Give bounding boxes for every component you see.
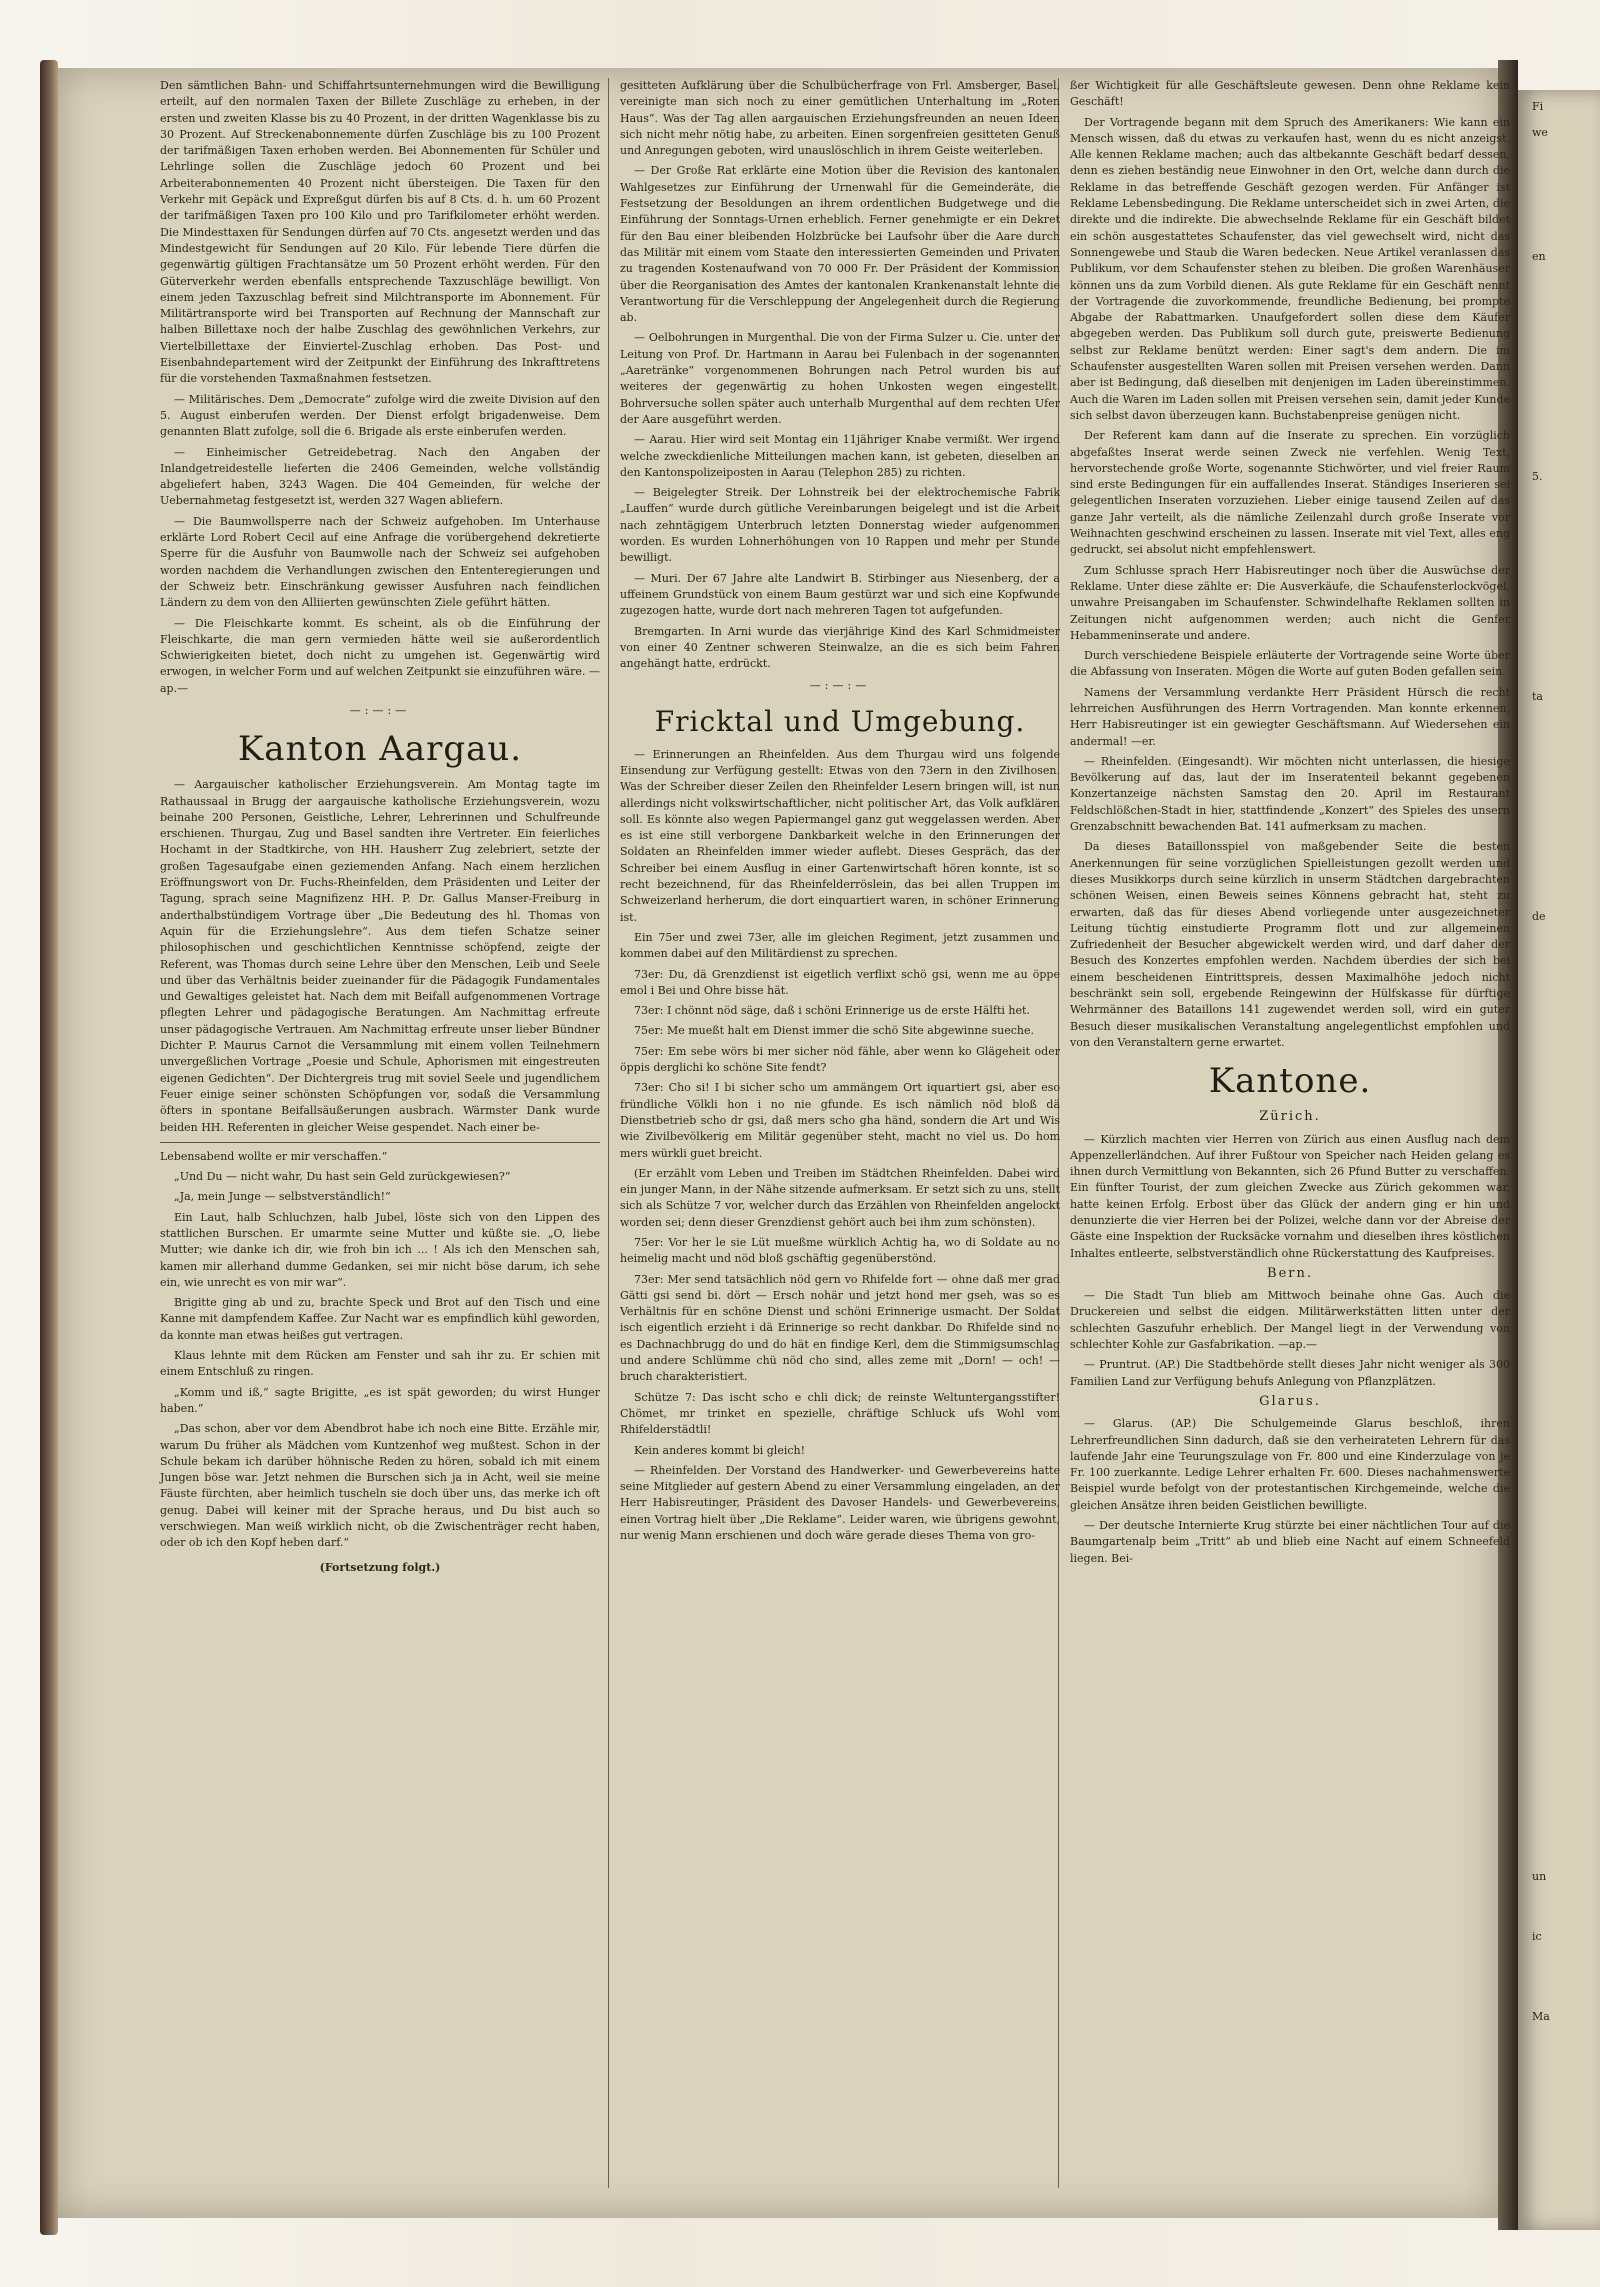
article-paragraph: Da dieses Bataillonsspiel von maßgebender Seite die besten Anerkennungen für seine vorzüglichen Spielleistungen gezollt werden und dieses Musikkorps durch seine kürzlich in unserm Städtchen dargebrachten schönen Weisen, einen Beweis seines Könnens gebracht hat, steht zu erwarten, daß das für dieses Abend vorliegende unter ausgezeichneter Leitung tüchtig einstudierte Programm flott und zur allgemeinen Zufriedenheit der Besucher abgewickelt werden wird, und darf daher der Besuch des Konzertes empfohlen werden. Nachdem überdies der sich bei einem bescheidenen Eintrittspreis, dessen Maximalhöhe jedoch nicht beschränkt sein soll, ergebende Reingewinn der Hülfskasse für dürftige Wehrmänner des Bataillons 141 zugewendet werden soll, wird ein guter Besuch dieser musikalischen Veranstaltung angelegentlichst empfohlen und von den Veranstaltern gerne erwartet. [1070,840,1510,1049]
feuilleton-paragraph: „Komm und iß,“ sagte Brigitte, „es ist spät geworden; du wirst Hunger haben.“ [160,1385,600,1415]
dialogue-paragraph: 73er: Du, dä Grenzdienst ist eigetlich verflixt schö gsi, wenn me au öppe emol i Bei und Ohre bisse hät. [620,967,1060,997]
dialogue-paragraph: Kein anderes kommt bi gleich! [634,1443,806,1457]
dialogue-paragraph: Schütze 7: Das ischt scho e chli dick; de reinste Weltuntergangsstifter! Chömet, mr trinket en spezielle, chräftige Schluck ufs Wohl vom Rhifelderstädtli! [620,1390,1060,1437]
column-3 [1070,78,1510,1571]
section-title-kanton-aargau: Kanton Aargau. [237,729,523,770]
column-2 [620,78,1060,1548]
article-paragraph: — Einheimischer Getreidebetrag. Nach den Angaben der Inlandgetreidestelle lieferten die 2406 Gemeinden, welche vollständig abgeliefert haben, 3243 Wagen. Die 404 Gemeinden, für welche der Uebernahmetag festgesetzt ist, werden 327 Wagen abliefern. [160,445,600,508]
section-title-fricktal: Fricktal und Umgebung. [654,704,1026,738]
article-paragraph: — Aarau. Hier wird seit Montag ein 11jähriger Knabe vermißt. Wer irgend welche zweckdienliche Mitteilungen machen kann, ist gebeten, dieselben an den Kantonspolizeiposten in Aarau (Telephon 285) zu richten. [620,433,1060,479]
dialogue-paragraph: 75er: Vor her le sie Lüt mueßme würklich Achtig ha, wo di Soldate au no heimelig macht und nöd bloß gschäftig gegenüberstönd. [620,1236,1060,1266]
fragment-text: ta [1532,690,1543,703]
feuilleton-rule [160,1142,600,1143]
article-paragraph: Den sämtlichen Bahn- und Schiffahrtsunternehmungen wird die Bewilligung erteilt, auf den normalen Taxen der Billete Zuschläge zu erheben, in der ersten und zweiten Klasse bis zu 40 Prozent, in der dritten Wagenklasse bis zu 30 Prozent. Auf Streckenabonnemente dürfen Zuschläge bis zu 100 Prozent der tarifmäßigen Taxen erhoben werden. Bei Abonnementen für Schüler und Lehrlinge sollen die Zuschläge jedoch 60 Prozent und bei Arbeiterabonnementen 40 Prozent nicht übersteigen. Die Taxen für den Verkehr mit Gepäck und Expreßgut dürfen bis auf 8 Cts. d. h. um 60 Prozent der tarifmäßigen Taxen pro 100 Kilo und pro Tarifkilometer erhöht werden. Die Mindesttaxen für Sendungen dürfen auf 70 Cts. angesetzt werden und das Mindestgewicht für Sendungen auf 20 Kilo. Für lebende Tiere dürfen die gegenwärtig gültigen Frachtansätze um 50 Prozent erhöht werden. Für den Güterverkehr werden ebenfalls entsprechende Taxzuschläge bewilligt. Von einem jeden Taxzuschlag befreit sind Milchtransporte im Abonnement. Für Militärtransporte wird bei Transporten auf Rechnung der Mannschaft zur halben Billettaxe noch der halbe Zuschlag des gewöhnlichen Verkehrs, zur Viertelbillettaxe der Einviertel-Zuschlag erhoben. Das Post- und Eisenbahndepartement wird der Zeitpunkt der Einführung des Inkrafttretens für die vorstehenden Taxmaßnahmen festsetzen. [160,79,600,386]
feuilleton-paragraph: Klaus lehnte mit dem Rücken am Fenster und sah ihr zu. Er schien mit einem Entschluß zu ringen. [160,1349,600,1379]
fragment-text: Ma [1532,2010,1550,2023]
article-paragraph: Namens der Versammlung verdankte Herr Präsident Hürsch die recht lehrreichen Ausführungen des Herrn Vortragenden. Man konnte erkennen, Herr Habisreutinger ist ein gewiegter Geschäftsmann. Auf Wiedersehen ein andermal! —er. [1070,685,1510,748]
dialogue-paragraph: 75er: Em sebe wörs bi mer sicher nöd fähle, aber wenn ko Glägeheit oder öppis derglichi ko schöne Site fendt? [620,1044,1060,1075]
fragment-text: Fi [1532,100,1544,113]
article-paragraph: gesitteten Aufklärung über die Schulbücherfrage von Frl. Amsberger, Basel, vereinigte man sich noch zu einer gemütlichen Unterhaltung im „Roten Haus“. Was der Tag allen aargauischen Erziehungsfreunden an neuen Ideen sich nicht mehr nötig habe, zu arbeiten. Einen sorgenfreien gesitteten Genuß und Anregungen geboten, wird unauslöschlich in ihrem Geiste weiterleben. [620,79,1060,158]
article-paragraph: — Oelbohrungen in Murgenthal. Die von der Firma Sulzer u. Cie. unter der Leitung von Prof. Dr. Hartmann in Aarau bei Fulenbach in der sogenannten „Aaretränke“ vorgenommenen Bohrungen nach Petrol wurden bis auf weiteres der gegenwärtig zu hohen Unkosten wegen eingestellt. Bohrversuche sollen später auch unterhalb Murgenthal auf dem rechten Ufer der Aare ausgeführt werden. [620,331,1060,426]
article-paragraph: — Kürzlich machten vier Herren von Zürich aus einen Ausflug nach dem Appenzellerländchen. Auf ihrer Fußtour von Speicher nach Heiden gelang es ihnen durch Vermittlung von Bekannten, sich 26 Pfund Butter zu verschaffen. Ein fünfter Tourist, der zum gleichen Zwecke aus Zürich gekommen war, hatte keinen Erfolg. Erbost über das Glück der andern ging er hin und denunzierte die vier Herren bei der Polizei, welche dann vor der Abreise der Gäste eine Inspektion der Rucksäcke vornahm und dieselben ihres köstlichen Inhaltes entleerte, selbstverständlich ohne Rückerstattung des Kaufpreises. [1070,1132,1510,1260]
adjacent-page-fragment [1518,90,1600,2230]
article-paragraph: — Der deutsche Internierte Krug stürzte bei einer nächtlichen Tour auf die Baumgartenalp beim „Tritt“ ab und blieb eine Nacht auf einem Schneefeld liegen. Bei- [1070,1519,1510,1565]
fragment-text: de [1532,910,1546,923]
book-spine-edge [40,60,58,2235]
feuilleton-paragraph: „Ja, mein Junge — selbstverständlich!“ [174,1190,391,1204]
section-divider: —:—:— [349,703,411,717]
article-paragraph: — Der Große Rat erklärte eine Motion über die Revision des kantonalen Wahlgesetzes zur Einführung der Urnenwahl für die Gemeinderäte, die Festsetzung der Besoldungen an ihrem ordentlichen Budgetwege und die Einführung der Sonntags-Urnen erheblich. Ferner genehmigte er ein Dekret für den Bau einer bleibenden Holzbrücke bei Laufsohr über die Aare durch das Militär mit einem vom Staate den interessierten Gemeinden und Privaten zu tragenden Kostenaufwand von 70 000 Fr. Der Präsident der Kommission über die Reorganisation des Amtes der kantonalen Krankenanstalt lehnte die Verantwortung für die Verschleppung der Angelegenheit durch die Regierung ab. [620,164,1060,325]
column-1 [160,78,600,1584]
feuilleton-paragraph: Ein Laut, halb Schluchzen, halb Jubel, löste sich von den Lippen des stattlichen Burschen. Er umarmte seine Mutter und küßte sie. „O, liebe Mutter; wie danke ich dir, wie froh bin ich ... ! Als ich den Menschen sah, kamen mir allerhand dumme Gedanken, sei mir nicht böse darum, ich sehe ein, wie unrecht es von mir war“. [160,1210,600,1289]
article-paragraph: Zum Schlusse sprach Herr Habisreutinger noch über die Auswüchse der Reklame. Unter diese zählte er: Die Ausverkäufe, die Schaufensterlockvögel, unwahre Preisangaben im Schaufenster. Schwindelhafte Reklamen sollten in Zeitungen nicht aufgenommen werden; auch nicht die Genfer Hebammeninserate und andere. [1070,563,1510,642]
article-paragraph: — Erinnerungen an Rheinfelden. Aus dem Thurgau wird uns folgende Einsendung zur Verfügung gestellt: Etwas von den 73ern in den Zivilhosen. Was der Schreiber dieser Zeilen den Rheinfelder Lesern bringen will, ist nun allerdings nicht volkswirtschaftlicher, nicht politischer Art, das Volk aufklären soll. Es könnte also wegen Papiermangel ganz gut weggelassen werden. Aber es ist eine still verborgene Dankbarkeit welche in den Erinnerungen der Soldaten an Rheinfelden immer wieder auflebt. Dieses Gespräch, das der Schreiber bei einem Ausflug in einer Gartenwirtschaft hören konnte, ist so recht bezeichnend, für das Rheinfelderröslein, das bei allen Truppen im Schweizerland herherum, die dort einquartiert waren, in schöner Erinnerung ist. [620,747,1060,924]
article-paragraph: Bremgarten. In Arni wurde das vierjährige Kind des Karl Schmidmeister von einer 40 Zentner schweren Steinwalze, an die es sich beim Fahren angehängt hatte, erdrückt. [620,624,1060,671]
article-paragraph: — Muri. Der 67 Jahre alte Landwirt B. Stirbinger aus Niesenberg, der a uffeinem Grundstück von einem Baum gestürzt war und sich eine Kopfwunde zugezogen hatte, wurde dort nach mehreren Tagen tot aufgefunden. [620,571,1060,618]
article-paragraph: — Rheinfelden. Der Vorstand des Handwerker- und Gewerbevereins hatte seine Mitglieder auf gestern Abend zu einer Versammlung eingeladen, an der Herr Habisreutinger, Präsident des Davoser Handels- und Gewerbevereins, einen Vortrag hielt über „Die Reklame“. Leider waren, wie übrigens gewohnt, nur wenig Mann erschienen und doch wäre gerade dieses Thema von gro- [620,1463,1060,1543]
article-paragraph: — Die Fleischkarte kommt. Es scheint, als ob die Einführung der Fleischkarte, die man gern vermieden hätte weil sie außerordentlich Schwierigkeiten bietet, doch nicht zu umgehen ist. Gegenwärtig wird erwogen, in welcher Form und auf welchen Zeitpunkt sie einzuführen wäre. —ap.— [160,616,600,695]
article-paragraph: — Beigelegter Streik. Der Lohnstreik bei der elektrochemische Fabrik „Lauffen“ wurde durch gütliche Vereinbarungen beigelegt und ist die Arbeit nach zehntägigem Unterbruch letzten Donnerstag wieder aufgenommen worden. Es wurden Lohnerhöhungen von 10 Rappen und mehr per Stunde bewilligt. [620,486,1060,565]
subsection-title-bern: Bern. [1267,1265,1313,1281]
article-paragraph: — Aargauischer katholischer Erziehungsverein. Am Montag tagte im Rathaussaal in Brugg der aargauische katholische Erziehungsverein, wozu beinahe 200 Personen, Geistliche, Lehrer, Lehrerinnen und Schulfreunde erschienen. Thurgau, Zug und Basel sandten ihre Vertreter. Ein feierliches Hochamt in der Stadtkirche, von HH. Hausherr Zug zelebriert, setzte der großen Tagesaufgabe einen geziemenden Anfang. Nach einem herzlichen Eröffnungswort von Dr. Fuchs-Rheinfelden, dem Präsidenten und Leiter der Tagung, sprach seine Magnifizenz HH. P. Dr. Gallus Manser-Freiburg in anderthalbstündigem Vortrage über „Die Bedeutung des hl. Thomas von Aquin für die Erziehungslehre“. Aus dem tiefen Schatze seiner philosophischen und geschichtlichen Kenntnisse schöpfend, zeigte der Referent, was Thomas durch seine Lehre über den Menschen, Leib und Seele und über das Verhältnis beider zueinander für die Pädagogik Fundamentales und Gewaltiges geleistet hat. Nach dem mit Beifall aufgenommenen Vortrage pflegten Lehrer und pädagogische Beratungen. Am Nachmittag erfreute unser pädagogische Vertrauen. Am Nachmittag erfreute unser lieber Bündner Dichter P. Maurus Carnot die Versammlung mit einem vollen Teilnehmern unvergeßlichen Vortrage „Poesie und Schule, Aphorismen mit eingestreuten eigenen Gedichten“. Der Dichtergreis trug mit soviel Seele und jugendlichem Feuer einige seiner schönsten Schöpfungen vor, sodaß die Versammlung öfters in spontane Beifallsäußerungen ausbrach. Wärmster Dank wurde beiden HH. Referenten in gleicher Weise gespendet. Nach einer be- [160,778,600,1134]
fragment-text: ic [1532,1930,1542,1943]
subsection-title-glarus: Glarus. [1259,1393,1321,1409]
article-paragraph: — Pruntrut. (AP.) Die Stadtbehörde stellt dieses Jahr nicht weniger als 300 Familien Land zur Verfügung behufs Anlegung von Pflanzplätzen. [1070,1358,1510,1388]
fragment-text: 5. [1532,470,1543,483]
dialogue-paragraph: 73er: Mer send tatsächlich nöd gern vo Rhifelde fort — ohne daß mer grad Gätti gsi send bi. dört — Ersch nohär und jetzt hond mer gseh, was so es Verhältnis für en schöne Dienst und schöni Erinnerige usmacht. Der Soldat isch eigentlich erzieht i dä Erinnerige so recht dankbar. Do Rhifelde sind no es Dachnachbrugg do und do hät en findige Kerl, dem die Stimmigsumschlag und andere Schlümme chü nöd cho sind, alles zeme mit „Dorn! — och! — bruch charakteristiert. [620,1272,1060,1384]
fragment-text: we [1532,126,1548,139]
article-paragraph: Durch verschiedene Beispiele erläuterte der Vortragende seine Worte über die Abfassung von Inseraten. Mögen die Worte auf guten Boden gefallen sein. [1070,649,1510,679]
article-paragraph: — Die Baumwollsperre nach der Schweiz aufgehoben. Im Unterhause erklärte Lord Robert Cecil auf eine Anfrage die vorübergehend dekretierte Sperre für die Ausfuhr von Baumwolle nach der Schweiz sei aufgehoben worden nachdem die Verhandlungen zwischen den Ententeregierungen und der Schweiz betr. Einschränkung gewisser Ausfuhren nach feindlichen Ländern zu dem von den Alliierten gewünschten Ziele geführt hätten. [160,514,600,610]
fragment-text: en [1532,250,1546,263]
article-paragraph: Der Referent kam dann auf die Inserate zu sprechen. Ein vorzüglich abgefaßtes Inserat werde seinen Zweck nie verfehlen. Wenig Text, hervorstechende große Worte, sogenannte Stichwörter, und viel freier Raum sind erste Bedingungen für ein auffallendes Inserat. Ständiges Inserieren sei gelegentlichen Inseraten vorzuziehen. Lieber einige tausend Zeilen auf das ganze Jahr verteilt, als die nämliche Zeilenzahl durch große Inserate vor Weihnachten geschwind erscheinen zu lassen. Inserate mit viel Text, alles eng gedruckt, sei absolut nicht empfehlenswert. [1070,429,1510,557]
dialogue-paragraph: 73er: I chönnt nöd säge, daß i schöni Erinnerige us de erste Hälfti het. [634,1004,1030,1018]
feuilleton-paragraph: „Das schon, aber vor dem Abendbrot habe ich noch eine Bitte. Erzähle mir, warum Du früher als Mädchen vom Kuntzenhof weg mußtest. Schon in der Schule bekam ich darüber höhnische Reden zu hören, sobald ich mit einem Jungen böse war. Jetzt nehmen die Burschen sich ja in Acht, weil sie meine Fäuste fürchten, aber heimlich tuscheln sie doch über uns, das merke ich oft genug. Dabei will keiner mit der Sprache heraus, und Du bist auch so verschwiegen. Man weiß wirklich nicht, ob die Zwischenträger recht haben, oder ob ich den Kopf heben darf.“ [160,1422,600,1550]
section-divider: —:—:— [809,679,871,693]
feuilleton-paragraph: Lebensabend wollte er mir verschaffen.“ [160,1149,388,1163]
column-rule [608,78,609,2188]
section-title-kantone: Kantone. [1208,1061,1372,1102]
dialogue-paragraph: 73er: Cho si! I bi sicher scho um ammängem Ort iquartiert gsi, aber eso fründliche Völkli hon i no nie gfunde. Es isch nämlich nöd bloß dä Dienstbetrieb scho dr gsi, daß mers scho gha händ, sondern die Art und Wis wie Zivilbevölkerig em Militär gegenüber steht, macht no viel us. Do hom mers würkli guet breicht. [620,1081,1060,1160]
fragment-text: un [1532,1870,1547,1883]
article-paragraph: Der Vortragende begann mit dem Spruch des Amerikaners: Wie kann ein Mensch wissen, daß du etwas zu verkaufen hast, wenn du es nicht anzeigst. Alle kennen Reklame machen; auch das altbekannte Geschäft bedarf dessen, denn es ziehen beständig neue Einwohner in den Ort, welche dann durch die Reklame in das betreffende Geschäft gezogen werden. Für Anfänger ist Reklame Lebensbedingung. Die Reklame unterscheidet sich in zwei Arten, die direkte und die indirekte. Die abwechselnde Reklame für ein Geschäft bildet ein schön ausgestattetes Schaufenster, das viel gewechselt wird, nicht das Sonnengewebe und Staub die Waren bedecken. Neue Artikel veranlassen das Publikum, vor dem Schaufenster stehen zu bleiben. Die großen Warenhäuser können uns da zum Vorbild dienen. Als gute Reklame für ein Geschäft nennt der Vortragende die zuvorkommende, freundliche Bedienung, bei prompte Abgabe der Rabattmarken. Unaufgefordert sollen diese dem Käufer abgegeben werden. Das Publikum soll durch gute, preiswerte Bedienung selbst zur Reklame benützt werden: Einer sagt's dem andern. Die im Schaufenster ausgestellten Waren sollen mit Preisen versehen werden. Dann aber ist Bedingung, daß dieselben mit denjenigen im Laden übereinstimmen. Auch die Waren im Laden sollen mit Preisen versehen sein, damit jeder Kunde sich selbst davon überzeugen kann. Buchstabenpreise genügen nicht. [1070,115,1510,422]
article-paragraph: — Rheinfelden. (Eingesandt). Wir möchten nicht unterlassen, die hiesige Bevölkerung auf das, laut der im Inseratenteil bekannt gegebenen Konzertanzeige nächsten Samstag den 20. April im Restaurant Feldschlößchen-Stadt in hier, stattfindende „Konzert“ des Spieles des unsern Grenzabschnitt bewachenden Bat. 141 aufmerksam zu machen. [1070,754,1510,834]
feuilleton-paragraph: „Und Du — nicht wahr, Du hast sein Geld zurückgewiesen?“ [174,1170,511,1184]
dialogue-paragraph: 75er: Me mueßt halt em Dienst immer die schö Site abgewinne sueche. [634,1024,1034,1038]
continuation-note: (Fortsetzung folgt.) [319,1560,441,1574]
article-paragraph: — Militärisches. Dem „Democrate“ zufolge wird die zweite Division auf den 5. August einberufen werden. Der Dienst erfolgt brigadenweise. Dem genannten Blatt zufolge, soll die 6. Brigade als erste einberufen werden. [160,392,600,439]
feuilleton-paragraph: Brigitte ging ab und zu, brachte Speck und Brot auf den Tisch und eine Kanne mit dampfendem Kaffee. Zur Nacht war es empfindlich kühl geworden, da konnte man etwas heißes gut vertragen. [160,1296,600,1342]
article-paragraph: — Die Stadt Tun blieb am Mittwoch beinahe ohne Gas. Auch die Druckereien und selbst die eidgen. Militärwerkstätten litten unter der schlechten Gaszufuhr erheblich. Der Mangel liegt in der Verwendung von schlechter Kohle zur Gasfabrikation. —ap.— [1070,1289,1510,1352]
article-paragraph: — Glarus. (AP.) Die Schulgemeinde Glarus beschloß, ihren Lehrerfreundlichen Sinn dadurch, daß sie den verheirateten Lehrern für das laufende Jahr eine Teurungszulage von Fr. 800 und eine Kinderzulage von je Fr. 100 zuerkannte. Ledige Lehrer erhalten Fr. 600. Dieses nachahmenswerte Beispiel wurde befolgt von der protestantischen Kirchgemeinde, welche die gleichen Ansätze ihren beiden Geistlichen bewilligte. [1070,1417,1510,1512]
dialogue-paragraph: (Er erzählt vom Leben und Treiben im Städtchen Rheinfelden. Dabei wird ein junger Mann, in der Nähe sitzende aufmerksam. Er setzt sich zu uns, stellt sich als Schütze 7 vor, welcher durch das Erzählen von Rheinfelden angelockt worden sei; denn dieser Grenzdienst gehört auch bei ihm zum schönsten). [620,1166,1060,1229]
subsection-title-zuerich: Zürich. [1259,1109,1321,1125]
article-paragraph: ßer Wichtigkeit für alle Geschäftsleute gewesen. Denn ohne Reklame kein Geschäft! [1070,79,1510,109]
dialogue-paragraph: Ein 75er und zwei 73er, alle im gleichen Regiment, jetzt zusammen und kommen dabei auf den Militärdienst zu sprechen. [620,930,1060,961]
